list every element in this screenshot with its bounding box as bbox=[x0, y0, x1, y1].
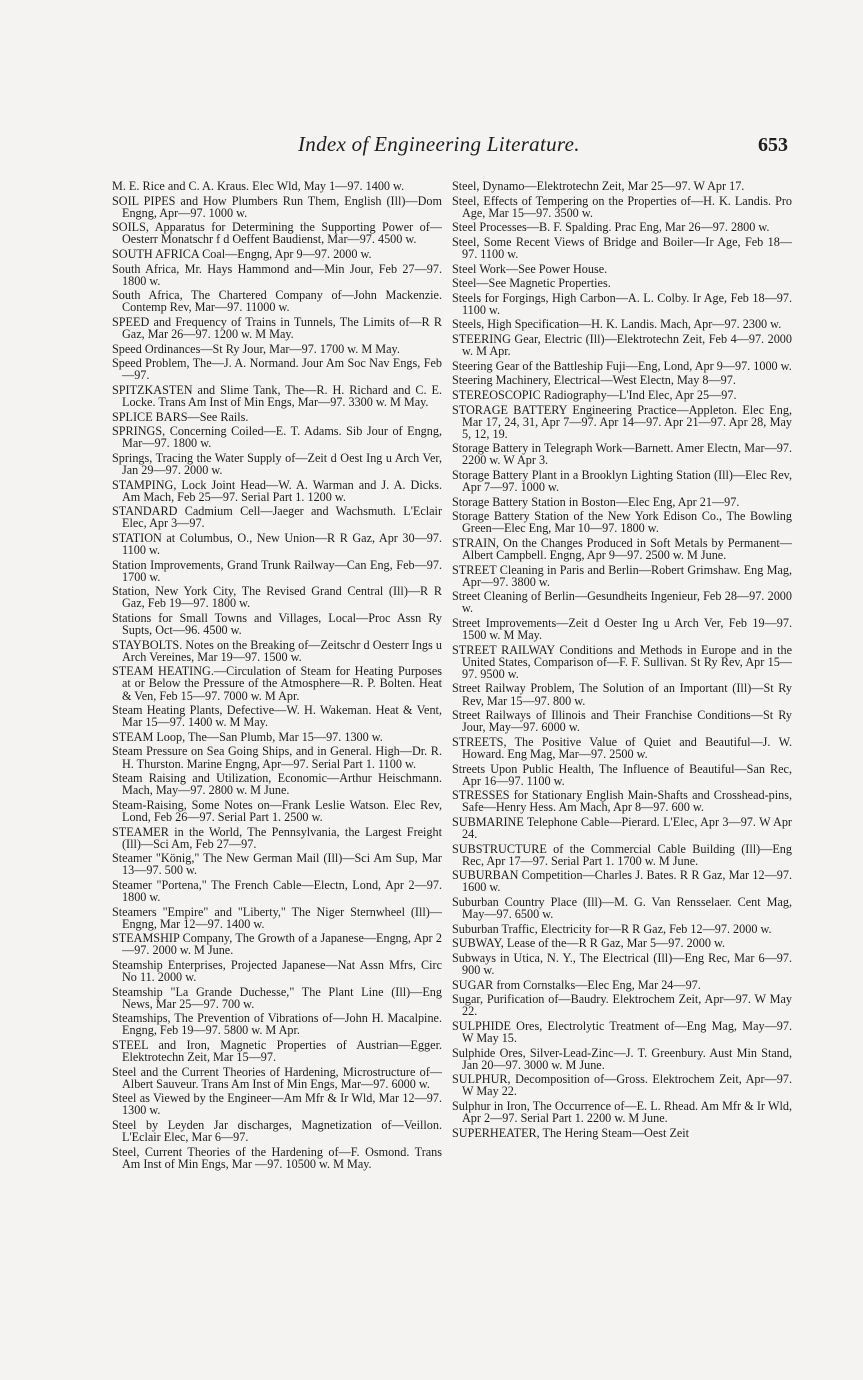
index-entry: Steering Machinery, Electrical—West Electn, May 8—97. bbox=[452, 373, 736, 388]
index-entry: STREET Cleaning in Paris and Berlin—Robert Grimshaw. Eng Mag, Apr—97. 3800 w. bbox=[452, 562, 792, 589]
index-entry: Steel, Current Theories of the Hardening of—F. Osmond. Trans Am Inst of Min Engs, Mar —97. 10500 w. M May. bbox=[112, 1144, 442, 1171]
index-entry: Stations for Small Towns and Villages, Local—Proc Assn Ry Supts, Oct—96. 4500 w. bbox=[112, 611, 442, 638]
index-entry: STORAGE BATTERY Engineering Practice—Appleton. Elec Eng, Mar 17, 24, 31, Apr 7—97. Apr 14—97. Apr 21—97. Apr 28, May 5, 12, 19. bbox=[452, 402, 792, 441]
right-column bbox=[452, 180, 792, 1141]
index-entry: Sulphur in Iron, The Occurrence of—E. L. Rhead. Am Mfr & Ir Wld, Apr 2—97. Serial Part 1. 2200 w. M June. bbox=[452, 1098, 792, 1125]
index-entry: Storage Battery Plant in a Brooklyn Lighting Station (Ill)—Elec Rev, Apr 7—97. 1000 w. bbox=[452, 467, 792, 495]
index-entry: STAMPING, Lock Joint Head—W. A. Warman and J. A. Dicks. Am Mach, Feb 25—97. Serial Part 1. 1200 w. bbox=[112, 477, 442, 504]
index-entry: Steel and the Current Theories of Hardening, Microstructure of—Albert Sauveur. Trans Am Inst of Min Engs, Mar—97. 6000 w. bbox=[112, 1064, 442, 1091]
index-entry: Steel Processes—B. F. Spalding. Prac Eng, Mar 26—97. 2800 w. bbox=[452, 220, 770, 235]
index-entry: SUBURBAN Competition—Charles J. Bates. R R Gaz, Mar 12—97. 1600 w. bbox=[452, 868, 792, 895]
index-entry: SOIL PIPES and How Plumbers Run Them, English (Ill)—Dom Engng, Apr—97. 1000 w. bbox=[112, 193, 442, 220]
index-entry: Steamship Enterprises, Projected Japanese—Nat Assn Mfrs, Circ No 11. 2000 w. bbox=[112, 957, 442, 985]
index-entry: Steels for Forgings, High Carbon—A. L. Colby. Ir Age, Feb 18—97. 1100 w. bbox=[452, 290, 792, 317]
index-entry: Steering Gear of the Battleship Fuji—Eng, Lond, Apr 9—97. 1000 w. bbox=[452, 358, 792, 373]
index-entry: STATION at Columbus, O., New Union—R R Gaz, Apr 30—97. 1100 w. bbox=[112, 530, 442, 558]
index-entry: SUBSTRUCTURE of the Commercial Cable Building (Ill)—Eng Rec, Apr 17—97. Serial Part 1. 1700 w. M June. bbox=[452, 841, 792, 868]
index-entry: Station, New York City, The Revised Grand Central (Ill)—R R Gaz, Feb 19—97. 1800 w. bbox=[112, 584, 442, 611]
index-entry: SUGAR from Cornstalks—Elec Eng, Mar 24—97. bbox=[452, 977, 701, 992]
index-entry: STEAMER in the World, The Pennsylvania, the Largest Freight (Ill)—Sci Am, Feb 27—97. bbox=[112, 824, 442, 851]
index-entry: Steel—See Magnetic Properties. bbox=[452, 276, 611, 291]
index-entry: Steel, Dynamo—Elektrotechn Zeit, Mar 25—97. W Apr 17. bbox=[452, 179, 745, 193]
index-entry: STEREOSCOPIC Radiography—L'Ind Elec, Apr 25—97. bbox=[452, 387, 737, 402]
left-column bbox=[112, 180, 442, 1172]
index-entry: Suburban Traffic, Electricity for—R R Gaz, Feb 12—97. 2000 w. bbox=[452, 921, 772, 936]
index-entry: Steamer "König," The New German Mail (Ill)—Sci Am Sup, Mar 13—97. 500 w. bbox=[112, 851, 442, 878]
index-entry: SPLICE BARS—See Rails. bbox=[112, 409, 249, 424]
index-entry: Steamers "Empire" and "Liberty," The Niger Sternwheel (Ill)—Engng, Mar 12—97. 1400 w. bbox=[112, 904, 442, 931]
index-entry: Speed Problem, The—J. A. Normand. Jour Am Soc Nav Engs, Feb—97. bbox=[112, 356, 442, 383]
index-entry: Street Improvements—Zeit d Oester Ing u Arch Ver, Feb 19—97. 1500 w. M May. bbox=[452, 616, 792, 643]
index-entry: Suburban Country Place (Ill)—M. G. Van Rensselaer. Cent Mag, May—97. 6500 w. bbox=[452, 894, 792, 922]
index-entry: STEAMSHIP Company, The Growth of a Japanese—Engng, Apr 2—97. 2000 w. M June. bbox=[112, 931, 442, 958]
index-entry: Steam Heating Plants, Defective—W. H. Wakeman. Heat & Vent, Mar 15—97. 1400 w. M May. bbox=[112, 703, 442, 730]
index-entry: Storage Battery Station in Boston—Elec Eng, Apr 21—97. bbox=[452, 494, 740, 509]
page-number: 653 bbox=[758, 134, 788, 156]
index-entry: Speed Ordinances—St Ry Jour, Mar—97. 1700 w. M May. bbox=[112, 341, 400, 356]
index-entry: South Africa, The Chartered Company of—John Mackenzie. Contemp Rev, Mar—97. 11000 w. bbox=[112, 288, 442, 315]
index-entry: STAYBOLTS. Notes on the Breaking of—Zeitschr d Oesterr Ings u Arch Vereines, Mar 19—97. 1500 w. bbox=[112, 637, 442, 664]
index-entry: Steam-Raising, Some Notes on—Frank Leslie Watson. Elec Rev, Lond, Feb 26—97. Serial Part 1. 2500 w. bbox=[112, 797, 442, 824]
index-entry: Street Cleaning of Berlin—Gesundheits Ingenieur, Feb 28—97. 2000 w. bbox=[452, 589, 792, 616]
index-entry: South Africa, Mr. Hays Hammond and—Min Jour, Feb 27—97. 1800 w. bbox=[112, 261, 442, 288]
running-title: Index of Engineering Literature. bbox=[298, 132, 580, 156]
index-entry: Steam Raising and Utilization, Economic—Arthur Heischmann. Mach, May—97. 2800 w. M June. bbox=[112, 771, 442, 798]
index-entry: Sulphide Ores, Silver-Lead-Zinc—J. T. Greenbury. Aust Min Stand, Jan 20—97. 3000 w. M June. bbox=[452, 1045, 792, 1072]
index-entry: SUPERHEATER, The Hering Steam—Oest Zeit bbox=[452, 1125, 690, 1140]
index-entry: Station Improvements, Grand Trunk Railway—Can Eng, Feb—97. 1700 w. bbox=[112, 557, 442, 584]
index-entry: SUBWAY, Lease of the—R R Gaz, Mar 5—97. 2000 w. bbox=[452, 936, 726, 951]
index-entry: STRAIN, On the Changes Produced in Soft Metals by Permanent—Albert Campbell. Engng, Apr 9—97. 2500 w. M June. bbox=[452, 535, 792, 563]
index-entry: STEAM Loop, The—San Plumb, Mar 15—97. 1300 w. bbox=[112, 729, 383, 744]
index-entry: STREETS, The Positive Value of Quiet and Beautiful—J. W. Howard. Eng Mag, Mar—97. 2500 w. bbox=[452, 734, 792, 761]
index-entry: SULPHUR, Decomposition of—Gross. Elektrochem Zeit, Apr—97. W May 22. bbox=[452, 1072, 792, 1099]
index-entry: SUBMARINE Telephone Cable—Pierard. L'Elec, Apr 3—97. W Apr 24. bbox=[452, 814, 792, 841]
index-entry: Storage Battery Station of the New York Edison Co., The Bowling Green—Elec Eng, Mar 10—97. 1800 w. bbox=[452, 509, 792, 536]
index-entry: Steam Pressure on Sea Going Ships, and in General. High—Dr. R. H. Thurston. Marine Engng, Apr—97. Serial Part 1. 1100 w. bbox=[112, 744, 442, 771]
index-entry: STRESSES for Stationary English Main-Shafts and Crosshead-pins, Safe—Henry Hess. Am Mach, Apr 8—97. 600 w. bbox=[452, 788, 792, 815]
index-entry: Streets Upon Public Health, The Influence of Beautiful—San Rec, Apr 16—97. 1100 w. bbox=[452, 761, 792, 788]
index-entry: Steamship "La Grande Duchesse," The Plant Line (Ill)—Eng News, Mar 25—97. 700 w. bbox=[112, 984, 442, 1011]
index-entry: STEAM HEATING.—Circulation of Steam for Heating Purposes at or Below the Pressure of the Atmosphere—R. P. Bolten. Heat & Ven, Feb 15—97. 7000 w. M Apr. bbox=[112, 664, 442, 703]
index-entry: SOUTH AFRICA Coal—Engng, Apr 9—97. 2000 w. bbox=[112, 246, 372, 261]
index-entry: Steamer "Portena," The French Cable—Electn, Lond, Apr 2—97. 1800 w. bbox=[112, 877, 442, 904]
index-entry: Steamships, The Prevention of Vibrations of—John H. Macalpine. Engng, Feb 19—97. 5800 w. M Apr. bbox=[112, 1011, 442, 1038]
index-entry: Steel, Some Recent Views of Bridge and Boiler—Ir Age, Feb 18—97. 1100 w. bbox=[452, 234, 792, 261]
page-header bbox=[0, 132, 863, 162]
index-entry: SPITZKASTEN and Slime Tank, The—R. H. Richard and C. E. Locke. Trans Am Inst of Min Engs, Mar—97. 3300 w. M May. bbox=[112, 382, 442, 409]
index-entry: M. E. Rice and C. A. Kraus. Elec Wld, May 1—97. 1400 w. bbox=[112, 179, 405, 193]
index-entry: Steel Work—See Power House. bbox=[452, 261, 608, 276]
index-entry: Sugar, Purification of—Baudry. Elektrochem Zeit, Apr—97. W May 22. bbox=[452, 992, 792, 1019]
index-entry: STREET RAILWAY Conditions and Methods in Europe and in the United States, Comparison of—F. F. Sullivan. St Ry Rev, Apr 15—97. 9500 w. bbox=[452, 642, 792, 681]
index-entry: Steel as Viewed by the Engineer—Am Mfr & Ir Wld, Mar 12—97. 1300 w. bbox=[112, 1091, 442, 1118]
index-entry: Steel, Effects of Tempering on the Properties of—H. K. Landis. Pro Age, Mar 15—97. 3500 w. bbox=[452, 193, 792, 220]
index-entry: Springs, Tracing the Water Supply of—Zeit d Oest Ing u Arch Ver, Jan 29—97. 2000 w. bbox=[112, 450, 442, 477]
index-entry: STANDARD Cadmium Cell—Jaeger and Wachsmuth. L'Eclair Elec, Apr 3—97. bbox=[112, 504, 442, 531]
index-entry: Steel by Leyden Jar discharges, Magnetization of—Veillon. L'Eclair Elec, Mar 6—97. bbox=[112, 1118, 442, 1145]
index-entry: Steels, High Specification—H. K. Landis. Mach, Apr—97. 2300 w. bbox=[452, 317, 782, 332]
index-entry: Storage Battery in Telegraph Work—Barnett. Amer Electn, Mar—97. 2200 w. W Apr 3. bbox=[452, 441, 792, 468]
index-entry: Subways in Utica, N. Y., The Electrical (Ill)—Eng Rec, Mar 6—97. 900 w. bbox=[452, 950, 792, 977]
index-entry: SOILS, Apparatus for Determining the Supporting Power of—Oesterr Monatschr f d Oeffent Baudienst, Mar—97. 4500 w. bbox=[112, 220, 442, 247]
index-entry: Street Railways of Illinois and Their Franchise Conditions—St Ry Jour, May—97. 6000 w. bbox=[452, 708, 792, 735]
index-entry: STEERING Gear, Electric (Ill)—Elektrotechn Zeit, Feb 4—97. 2000 w. M Apr. bbox=[452, 332, 792, 359]
index-entry: STEEL and Iron, Magnetic Properties of Austrian—Egger. Elektrotechn Zeit, Mar 15—97. bbox=[112, 1038, 442, 1065]
index-entry: Street Railway Problem, The Solution of an Important (Ill)—St Ry Rev, Mar 15—97. 800 w. bbox=[452, 681, 792, 708]
index-entry: SPEED and Frequency of Trains in Tunnels, The Limits of—R R Gaz, Mar 26—97. 1200 w. M May. bbox=[112, 314, 442, 342]
index-entry: SPRINGS, Concerning Coiled—E. T. Adams. Sib Jour of Engng, Mar—97. 1800 w. bbox=[112, 424, 442, 451]
index-entry: SULPHIDE Ores, Electrolytic Treatment of—Eng Mag, May—97. W May 15. bbox=[452, 1018, 792, 1045]
